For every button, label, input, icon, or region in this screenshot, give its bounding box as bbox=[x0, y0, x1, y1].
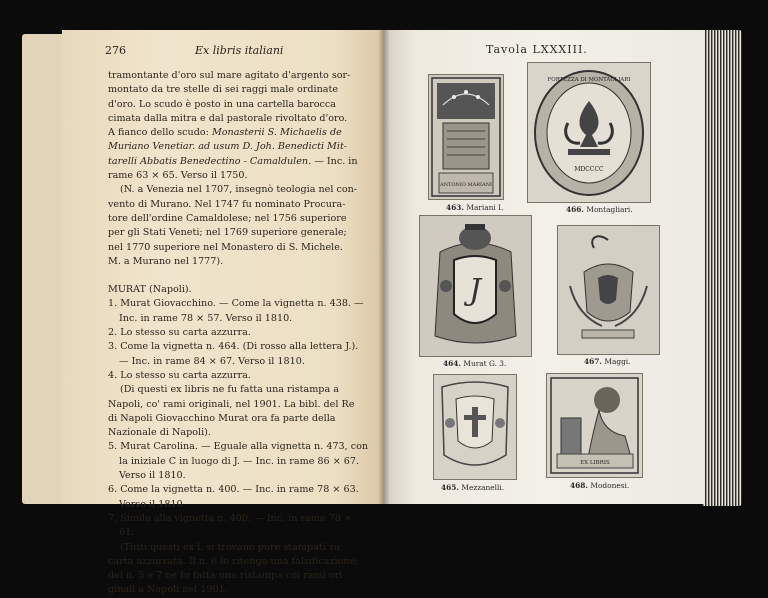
text-line: montato da tre stelle di sei raggi male ordinate bbox=[108, 84, 339, 96]
text-line: A fianco dello scudo: Monasterii S. Michaelis de bbox=[108, 127, 342, 139]
note-line: dei n. 5 e 7 ne fu fatta una ristampa coi rami ori- bbox=[108, 570, 346, 582]
running-title: Ex libris italiani bbox=[195, 44, 284, 57]
bookplate-465 bbox=[433, 374, 517, 480]
text-line: tarelli Abbatis Benedectino - Camaldulen. — Inc. in bbox=[108, 155, 358, 167]
entry-line: 5. Murat Carolina. — Eguale alla vignetta n. 473, con bbox=[108, 441, 369, 453]
note-line: per gli Stati Veneti; nel 1769 superiore generale; bbox=[108, 227, 347, 239]
text-line: tramontante d'oro sul mare agitato d'argento sor- bbox=[108, 70, 351, 81]
text-line: Muriano Venetiar. ad usum D. Joh. Benedicti Mit- bbox=[108, 141, 348, 153]
note-line: (Di questi ex libris ne fu fatta una ristampa a bbox=[120, 384, 339, 396]
note-line: carta azzurrata. Il n. 6 lo ritengo una falsificazione; bbox=[108, 555, 359, 567]
book-page-edges-left bbox=[22, 34, 66, 504]
entry-line: 3. Come la vignetta n. 464. (Di rosso alla lettera J.). bbox=[108, 341, 359, 353]
bookplate-464 bbox=[419, 215, 532, 357]
entry-line: 7. Simile alla vignetta n. 400. — Inc. in rame 78 × 61. bbox=[108, 512, 352, 539]
bookplate-caption: 465. Mezzanelli. bbox=[441, 483, 505, 492]
note-line: vento di Murano. Nel 1747 fu nominato Procura- bbox=[108, 198, 346, 210]
text-line: rame 63 × 65. Verso il 1750. bbox=[108, 170, 248, 182]
entry-line: — Inc. in rame 84 × 67. Verso il 1810. bbox=[119, 355, 305, 367]
book-page-edges-right bbox=[702, 30, 742, 506]
bookplate-466 bbox=[527, 62, 651, 203]
bookplate-caption: 464. Murat G. 3. bbox=[443, 359, 507, 368]
bookplate-463 bbox=[428, 74, 504, 200]
bookplate-463-illustration bbox=[429, 75, 503, 199]
note-line: (N. a Venezia nel 1707, insegnò teologia nel con- bbox=[120, 184, 358, 196]
svg-text:J: J bbox=[468, 273, 482, 308]
entry-line: Inc. in rame 78 × 57. Verso il 1810. bbox=[119, 312, 293, 324]
note-line: ginali a Napoli nel 1901. bbox=[108, 584, 228, 596]
bookplate-caption: 467. Maggi. bbox=[584, 357, 631, 366]
bookplate-467 bbox=[557, 225, 660, 355]
motto-text: Monasterii S. Michaelis de bbox=[211, 127, 342, 139]
plate-title: Tavola LXXXIII. bbox=[486, 43, 588, 56]
note-line: (Tutti questi ex l. si trovano pure stampati su bbox=[120, 541, 340, 553]
bookplate-465-illustration bbox=[434, 375, 516, 479]
bookplate-caption: 463. Mariani I. bbox=[446, 203, 504, 212]
note-line: Nazionale di Napoli). bbox=[108, 427, 211, 439]
note-line: Napoli, co' rami originali, nel 1901. La bibl. del Re bbox=[108, 398, 355, 410]
left-page-text bbox=[108, 69, 370, 598]
note-line: di Napoli Giovacchino Murat ora fa parte della bbox=[108, 412, 336, 424]
svg-text:EX LIBRIS: EX LIBRIS bbox=[580, 460, 610, 466]
note-line: tore dell'ordine Camaldolese; nel 1756 superiore bbox=[108, 212, 347, 224]
svg-text:FORTEZZA DI MONTAGLIARI: FORTEZZA DI MONTAGLIARI bbox=[547, 77, 631, 83]
entry-line: 1. Murat Giovacchino. — Come la vignetta n. 438. — bbox=[108, 298, 364, 310]
book-gutter bbox=[378, 30, 390, 504]
svg-text:MDCCCC: MDCCCC bbox=[574, 166, 604, 173]
bookplate-caption: 466. Montagliari. bbox=[566, 205, 633, 214]
note-line: M. a Murano nel 1777). bbox=[108, 255, 224, 267]
page-number: 276 bbox=[105, 44, 126, 57]
bookplate-468-illustration bbox=[547, 374, 642, 477]
bookplate-466-illustration bbox=[528, 63, 650, 202]
entry-line: la iniziale C in luogo di J. — Inc. in rame 86 × 67. bbox=[119, 455, 360, 467]
bookplate-468 bbox=[546, 373, 643, 478]
text-line: d'oro. Lo scudo è posto in una cartella barocca bbox=[108, 98, 336, 110]
entry-line: Verso il 1810. bbox=[119, 470, 186, 482]
entry-line: Verso il 1810. bbox=[119, 498, 186, 510]
entry-line: 4. Lo stesso su carta azzurra. bbox=[108, 369, 251, 381]
bookplate-caption: 468. Modonesi. bbox=[570, 481, 630, 490]
section-heading: MURAT (Napoli). bbox=[108, 284, 192, 296]
note-line: nel 1770 superiore nel Monastero di S. Michele. bbox=[108, 241, 343, 253]
entry-line: 6. Come la vignetta n. 400. — Inc. in rame 78 × 63. bbox=[108, 484, 359, 496]
bookplate-467-illustration bbox=[558, 226, 659, 354]
svg-text:ANTONIO MARIANI: ANTONIO MARIANI bbox=[440, 182, 492, 188]
bookplate-464-illustration bbox=[420, 216, 531, 356]
entry-line: 2. Lo stesso su carta azzurra. bbox=[108, 327, 251, 339]
text-line: cimata dalla mitra e dal pastorale rivoltato d'oro. bbox=[108, 112, 348, 124]
